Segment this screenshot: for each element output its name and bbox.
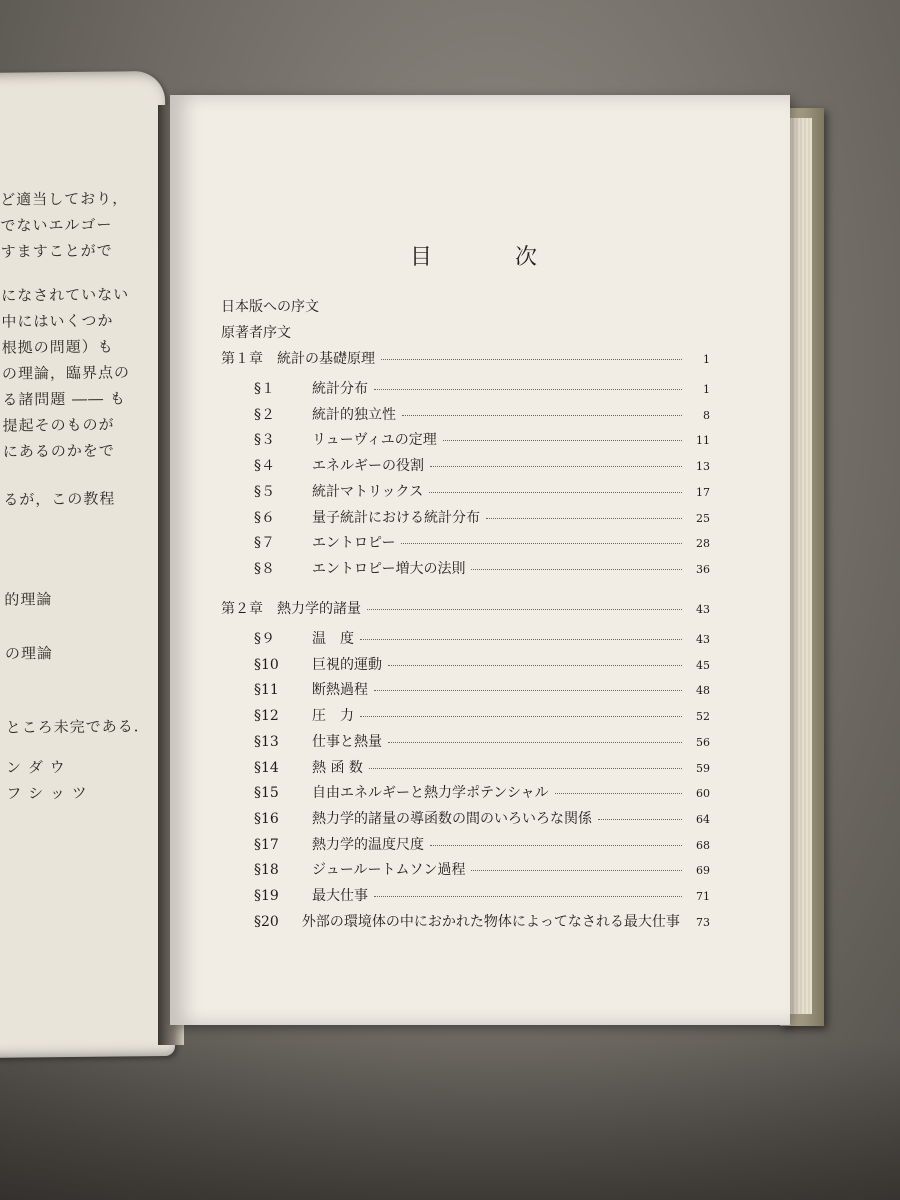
left-page-line: る諸問題 ―― も xyxy=(2,389,126,409)
toc-number: §11 xyxy=(254,682,279,698)
toc-number: §７ xyxy=(254,535,275,551)
toc-number: §10 xyxy=(254,657,279,673)
toc-page-number: 60 xyxy=(696,787,710,800)
toc-section xyxy=(254,782,710,802)
toc-number: 第２章 xyxy=(221,601,263,617)
toc-leader-dots xyxy=(471,569,682,570)
left-page-line: ところ未完である． xyxy=(5,717,150,737)
toc-entry-title: 巨視的運動 xyxy=(312,657,382,673)
toc-entry-title: 統計の基礎原理 xyxy=(277,351,375,367)
toc-page-number: 43 xyxy=(696,603,710,616)
toc-entry-title: 量子統計における統計分布 xyxy=(312,510,480,526)
toc-leader-dots xyxy=(443,440,682,441)
toc-section xyxy=(254,731,710,751)
left-page-line: 提起そのものが xyxy=(2,415,115,435)
left-page-line: すますことがで xyxy=(0,241,113,261)
toc-leader-dots xyxy=(430,466,682,467)
toc-number: §13 xyxy=(254,734,279,750)
toc-leader-dots xyxy=(374,389,682,390)
toc-leader-dots xyxy=(367,609,682,610)
toc-section xyxy=(254,481,710,501)
toc-page-number: 68 xyxy=(696,839,710,852)
toc-section xyxy=(254,654,710,674)
toc-number: §１ xyxy=(254,381,275,397)
left-page-line: ど適当しており， xyxy=(0,189,129,209)
toc-page-number: 59 xyxy=(696,762,710,775)
toc-entry-title: 仕事と熱量 xyxy=(312,734,382,750)
toc-number: §16 xyxy=(254,811,279,827)
toc-page-number: 36 xyxy=(696,563,710,576)
toc-number: §19 xyxy=(254,888,279,904)
toc-number: §18 xyxy=(254,862,279,878)
toc-page-number: 45 xyxy=(696,659,710,672)
left-page-line: の理論 xyxy=(4,644,54,663)
toc-leader-dots xyxy=(486,518,682,519)
toc-leader-dots xyxy=(555,793,682,794)
toc-leader-dots xyxy=(360,716,682,717)
toc-entry-title: 熱力学的諸量 xyxy=(277,601,361,617)
toc-section xyxy=(254,885,710,905)
toc-entry-title: 熱力学的諸量の導函数の間のいろいろな関係 xyxy=(312,811,592,827)
toc-entry-title: 統計的独立性 xyxy=(312,407,396,423)
toc-entry-title: エントロピー xyxy=(312,535,396,551)
toc-page-number: 13 xyxy=(696,460,710,473)
left-page-line: ン ダ ウ xyxy=(6,758,66,777)
toc-number: §６ xyxy=(254,510,275,526)
toc-number: §４ xyxy=(254,458,275,474)
toc-section xyxy=(254,679,710,699)
left-page-line: 的理論 xyxy=(4,590,53,609)
toc-section xyxy=(254,628,710,648)
toc-number: §12 xyxy=(254,708,279,724)
toc-page-number: 1 xyxy=(703,383,710,396)
toc-page-number: 25 xyxy=(696,512,710,525)
left-page-line: になされていない xyxy=(1,285,130,305)
left-page-line: 根拠の問題）も xyxy=(1,337,114,357)
toc-entry-title: 温 度 xyxy=(312,631,354,647)
preface-jp: 日本版への序文 xyxy=(221,299,319,315)
table-shadow xyxy=(0,1040,900,1200)
toc-section xyxy=(254,705,710,725)
left-page-line: でないエルゴー xyxy=(0,215,113,235)
toc-section xyxy=(254,859,710,879)
toc-entry-title: ジュールートムソン過程 xyxy=(312,862,466,878)
toc-title: 目 次 xyxy=(410,245,575,270)
toc-entry-title: 統計分布 xyxy=(312,381,368,397)
toc-number: §15 xyxy=(254,785,279,801)
left-page-line: フ シ ッ ツ xyxy=(6,783,88,803)
toc-page-number: 28 xyxy=(696,537,710,550)
toc-chapter xyxy=(221,598,710,618)
toc-entry-title: 自由エネルギーと熱力学ポテンシャル xyxy=(312,785,549,801)
toc-leader-dots xyxy=(598,819,682,820)
left-page-line: の理論，臨界点の xyxy=(1,363,131,383)
toc-leader-dots xyxy=(388,742,682,743)
toc-leader-dots xyxy=(401,543,682,544)
toc-section xyxy=(254,834,710,854)
toc-chapter xyxy=(221,348,710,368)
toc-section xyxy=(254,429,710,449)
toc-entry-title: 統計マトリックス xyxy=(312,484,424,500)
toc-page-number: 17 xyxy=(696,486,710,499)
toc-number: §14 xyxy=(254,760,279,776)
toc-number: §20 xyxy=(254,914,279,930)
toc-page-number: 8 xyxy=(703,409,710,422)
toc-number: §２ xyxy=(254,407,275,423)
toc-page-number: 56 xyxy=(696,736,710,749)
toc-section xyxy=(254,378,710,398)
toc-number: 第１章 xyxy=(221,351,263,367)
toc-entry-title: リューヴィユの定理 xyxy=(312,432,437,448)
toc-page-number: 11 xyxy=(696,434,710,447)
left-page xyxy=(0,71,175,1058)
toc-page-number: 73 xyxy=(696,916,710,929)
toc-entry-title: 熱力学的温度尺度 xyxy=(312,837,424,853)
toc-leader-dots xyxy=(429,492,682,493)
toc-leader-dots xyxy=(360,639,682,640)
left-page-line: るが，この教程 xyxy=(3,489,116,509)
toc-page-number: 64 xyxy=(696,813,710,826)
toc-number: §９ xyxy=(254,631,275,647)
toc-leader-dots xyxy=(430,845,682,846)
toc-section xyxy=(254,455,710,475)
toc-leader-dots xyxy=(381,359,682,360)
toc-leader-dots xyxy=(471,870,682,871)
toc-number: §17 xyxy=(254,837,279,853)
preface-author: 原著者序文 xyxy=(221,325,291,341)
toc-entry-title: 断熱過程 xyxy=(312,682,368,698)
toc-section xyxy=(254,808,710,828)
toc-number: §８ xyxy=(254,561,275,577)
left-page-line: にあるのかをで xyxy=(2,441,115,461)
toc-page-number: 69 xyxy=(696,864,710,877)
toc-leader-dots xyxy=(369,768,682,769)
toc-entry-title: 熱 函 数 xyxy=(312,760,363,776)
toc-leader-dots xyxy=(374,690,682,691)
toc-page-number: 52 xyxy=(696,710,710,723)
toc-section xyxy=(254,532,710,552)
toc-entry-title: エネルギーの役割 xyxy=(312,458,424,474)
toc-leader-dots xyxy=(388,665,682,666)
toc-leader-dots xyxy=(402,415,682,416)
toc-entry-title: エントロピー増大の法則 xyxy=(312,561,466,577)
toc-entry-title: 圧 力 xyxy=(312,708,354,724)
left-page-line: 中にはいくつか xyxy=(1,311,114,331)
toc-number: §５ xyxy=(254,484,275,500)
toc-section xyxy=(254,507,710,527)
toc-number: §３ xyxy=(254,432,275,448)
toc-entry-title: 最大仕事 xyxy=(312,888,368,904)
toc-page-number: 43 xyxy=(696,633,710,646)
toc-entry-title: 外部の環境体の中におかれた物体によってなされる最大仕事 xyxy=(301,914,680,930)
toc-section xyxy=(254,558,710,578)
toc-section xyxy=(254,404,710,424)
toc-page-number: 48 xyxy=(696,684,710,697)
toc-section xyxy=(254,911,710,931)
left-page-text xyxy=(0,187,175,803)
toc-page-number: 1 xyxy=(703,353,710,366)
toc-leader-dots xyxy=(374,896,682,897)
toc-section xyxy=(254,757,710,777)
toc-page-number: 71 xyxy=(696,890,710,903)
